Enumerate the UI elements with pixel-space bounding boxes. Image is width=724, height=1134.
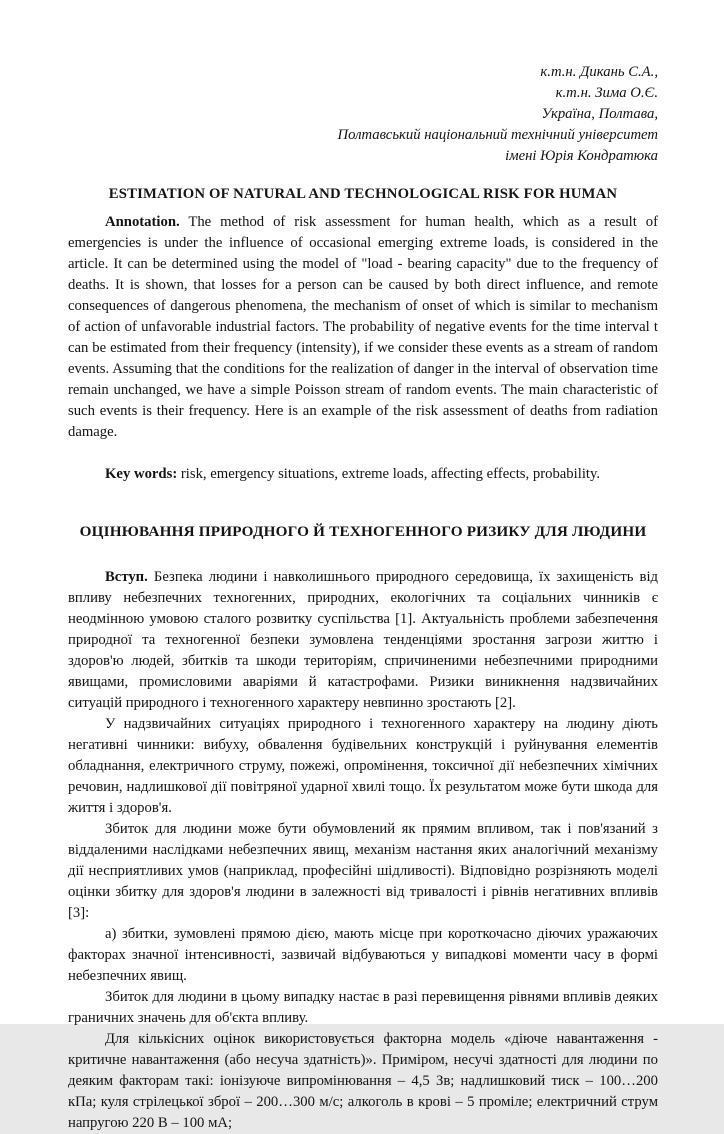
keywords-label: Key words: bbox=[105, 466, 178, 482]
title-ukrainian: ОЦІНЮВАННЯ ПРИРОДНОГО Й ТЕХНОГЕННОГО РИЗИКУ ДЛЯ ЛЮДИНИ bbox=[79, 523, 647, 540]
byline-line: імені Юрія Кондратюка bbox=[505, 148, 658, 164]
body-paragraph bbox=[68, 924, 658, 987]
paragraph-text: а) збитки, зумовлені прямою дією, мають місце при короткочасно діючих уражаючих факторах значної інтенсивності, зазвичай відбуваються у випадкові моменти часу в формі небезпечних явищ. bbox=[68, 926, 658, 984]
body-paragraph bbox=[68, 714, 658, 819]
byline-line: к.т.н. Зима О.Є. bbox=[555, 85, 658, 101]
annotation-text: The method of risk assessment for human health, which as a result of emergencies is under the influence of occasional emerging extreme loads, is considered in the article. It can be determined using the model of "load - bearing capacity" due to the frequency of deaths. It is shown, that losses for a person can be caused by both direct influence, and remote consequences of dangerous phenomena, the mechanism of onset of which is similar to mechanism of action of unfavorable industrial factors. The probability of negative events for the time interval t can be estimated from their frequency (intensity), if we consider these events as a stream of random events. Assuming that the conditions for the realization of danger in the interval of observation time remain unchanged, we have a simple Poisson stream of random events. The main characteristic of such events is their frequency. Here is an example of the risk assessment of deaths from radiation damage. bbox=[68, 214, 658, 440]
title-english: ESTIMATION OF NATURAL AND TECHNOLOGICAL RISK FOR HUMAN bbox=[108, 186, 618, 202]
annotation-paragraph bbox=[68, 212, 658, 443]
annotation-label: Annotation. bbox=[105, 214, 180, 230]
paragraph-text: Збиток для людини може бути обумовлений як прямим впливом, так і пов'язаний з віддаленими наслідками небезпечних явищ, механізм настання яких аналогічний механізму дії несприятливих умов (наприклад, професійні шідливості). Відповідно розрізняють моделі оцінки збитку для здоров'я людини в залежності від тривалості і рівнів негативних впливів [3]: bbox=[68, 821, 658, 921]
body-paragraph bbox=[68, 1029, 658, 1134]
paragraph-text: Безпека людини і навколишнього природного середовища, їх захищеність від впливу небезпечних техногенних, природних, екологічних та соціальних чинників є неодмінною умовою сталого розвитку суспільства [1]. Актуальність проблеми забезпечення природної та техногенної безпеки зумовлена тенденціями зростання загрози життю і здоров'ю людей, збитків та шкоди територіям, спричиненими небезпечними природними явищами, промисловими аваріями й катастрофами. Ризики виникнення надзвичайних ситуацій природного і техногенного характеру невпинно зростають [2]. bbox=[68, 569, 658, 711]
paragraph-text: Для кількісних оцінок використовується факторна модель «діюче навантаження - критичне навантаження (або несуча здатність)». Приміром, несучі здатності для людини по деяким факторам такі: іонізуюче випромінювання – 4,5 Зв; надлишковий тиск – 100…200 кПа; куля стрілецької зброї – 200…300 м/с; алкоголь в крові – 5 проміле; електричний струм напругою 220 В – 100 мА; bbox=[68, 1031, 658, 1131]
body-paragraph bbox=[68, 987, 658, 1029]
paragraph-text: У надзвичайних ситуаціях природного і техногенного характеру на людину діють негативні чинники: вибуху, обвалення будівельних конструкцій і руйнування елементів обладнання, електричного струму, пожежі, опромінення, токсичної дії небезпечних хімічних речовин, надлишкової дії повітряної ударної хвилі тощо. Їх результатом може бути шкода для життя і здоров'я. bbox=[68, 716, 658, 816]
byline-line: к.т.н. Дикань С.А., bbox=[540, 64, 658, 80]
body-paragraph bbox=[68, 819, 658, 924]
keywords-paragraph bbox=[68, 464, 658, 485]
byline-line: Полтавський національний технічний університет bbox=[337, 127, 658, 143]
byline-line: Україна, Полтава, bbox=[541, 106, 658, 122]
author-byline bbox=[68, 62, 658, 167]
intro-paragraph bbox=[68, 567, 658, 714]
keywords-text: risk, emergency situations, extreme loads, affecting effects, probability. bbox=[177, 466, 601, 482]
paragraph-text: Збиток для людини в цьому випадку настає в разі перевищення рівнями впливів деяких граничних значень для об'єкта впливу. bbox=[68, 989, 658, 1026]
intro-label: Вступ. bbox=[105, 569, 148, 585]
